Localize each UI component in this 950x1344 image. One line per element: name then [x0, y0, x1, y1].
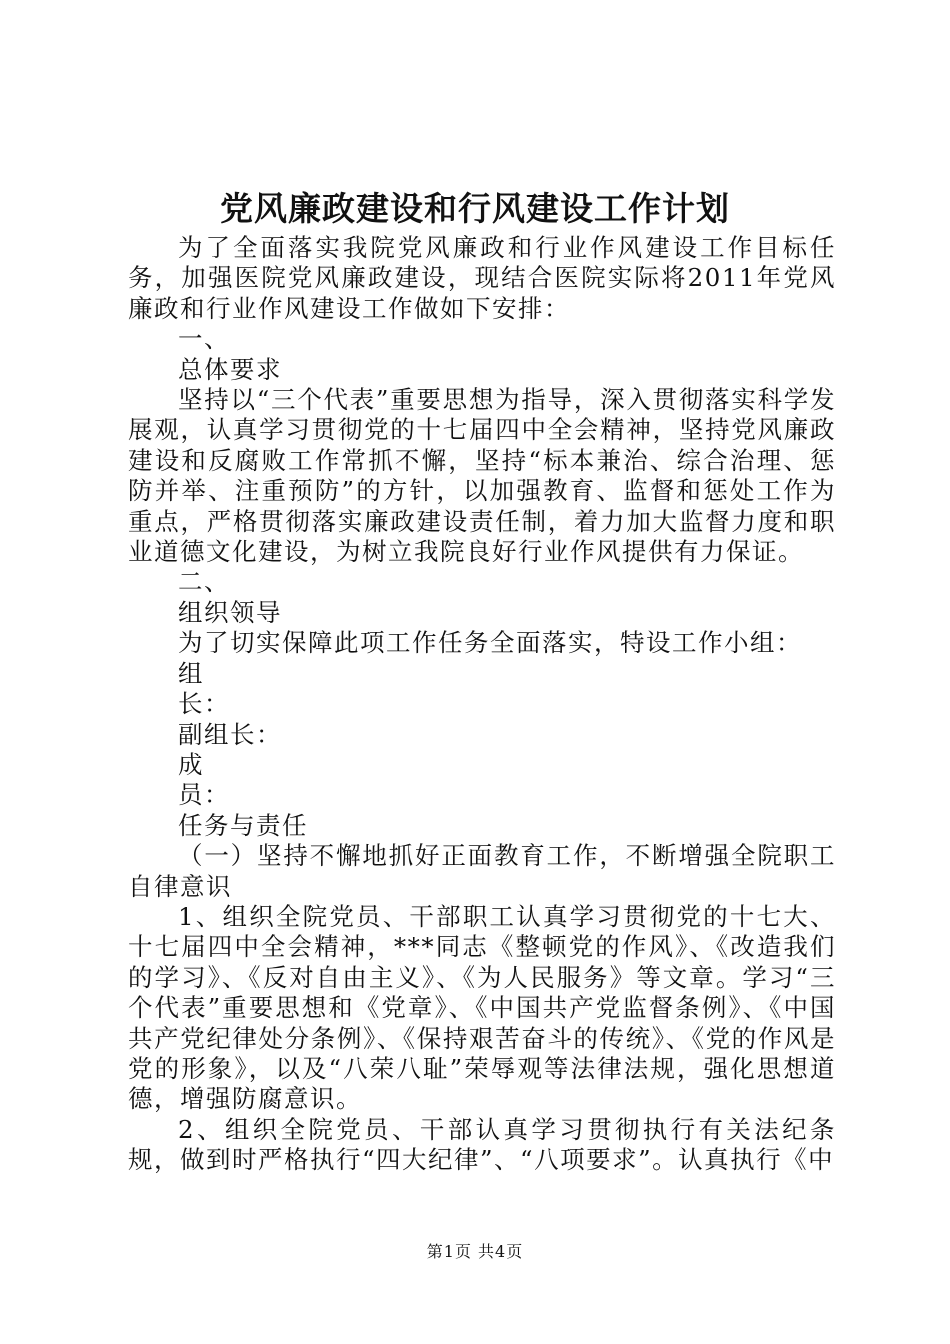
group-leader-label-part1: 组 — [178, 658, 204, 688]
deputy-leader-label: 副组长： — [178, 719, 282, 749]
subsection-heading-education: （一）坚持不懈地抓好正面教育工作，不断增强全院职工自律意识 — [128, 841, 836, 901]
section-number-1: 一、 — [178, 324, 230, 354]
paragraph-general-requirements: 坚持以“三个代表”重要思想为指导，深入贯彻落实科学发展观，认真学习贯彻党的十七届四中全会精神，坚持党风廉政建设和反腐败工作常抓不懈，坚持“标本兼治、综合治理、惩防并举、注重预防”的方针，以加强教育、监督和惩处工作为重点，严格贯彻落实廉政建设责任制，着力加大监督力度和职业道德文化建设，为树立我院良好行业作风提供有力保证。 — [128, 385, 836, 567]
section-heading-leadership: 组织领导 — [178, 597, 282, 627]
paragraph-item-2: 2、组织全院党员、干部认真学习贯彻执行有关法纪条规，做到时严格执行“四大纪律”、“八项要求”。认真执行《中 — [128, 1114, 836, 1175]
members-label-part2: 员： — [178, 780, 230, 810]
members-label-part1: 成 — [178, 749, 204, 779]
paragraph-item-1: 1、组织全院党员、干部职工认真学习贯彻党的十七大、十七届四中全会精神，***同志《整顿党的作风》、《改造我们的学习》、《反对自由主义》、《为人民服务》等文章。学习“三个代表”重要思想和《党章》、《中国共产党监督条例》、《中国共产党纪律处分条例》、《保持艰苦奋斗的传统》、《党的作风是党的形象》，以及“八荣八耻”荣辱观等法律法规，强化思想道德，增强防腐意识。 — [128, 901, 836, 1114]
section-number-2: 二、 — [178, 567, 230, 597]
section-heading-tasks: 任务与责任 — [178, 810, 308, 840]
page-footer: 第1页 共4页 — [426, 1242, 524, 1261]
section-heading-general-requirements: 总体要求 — [178, 354, 282, 384]
document-title: 党风廉政建设和行风建设工作计划 — [220, 189, 730, 228]
group-leader-label-part2: 长： — [178, 689, 230, 719]
paragraph-intro: 为了全面落实我院党风廉政和行业作风建设工作目标任务，加强医院党风廉政建设，现结合医院实际将2011年党风廉政和行业作风建设工作做如下安排： — [128, 233, 836, 323]
paragraph-working-group: 为了切实保障此项工作任务全面落实，特设工作小组： — [178, 628, 802, 658]
document-body — [128, 233, 836, 1176]
